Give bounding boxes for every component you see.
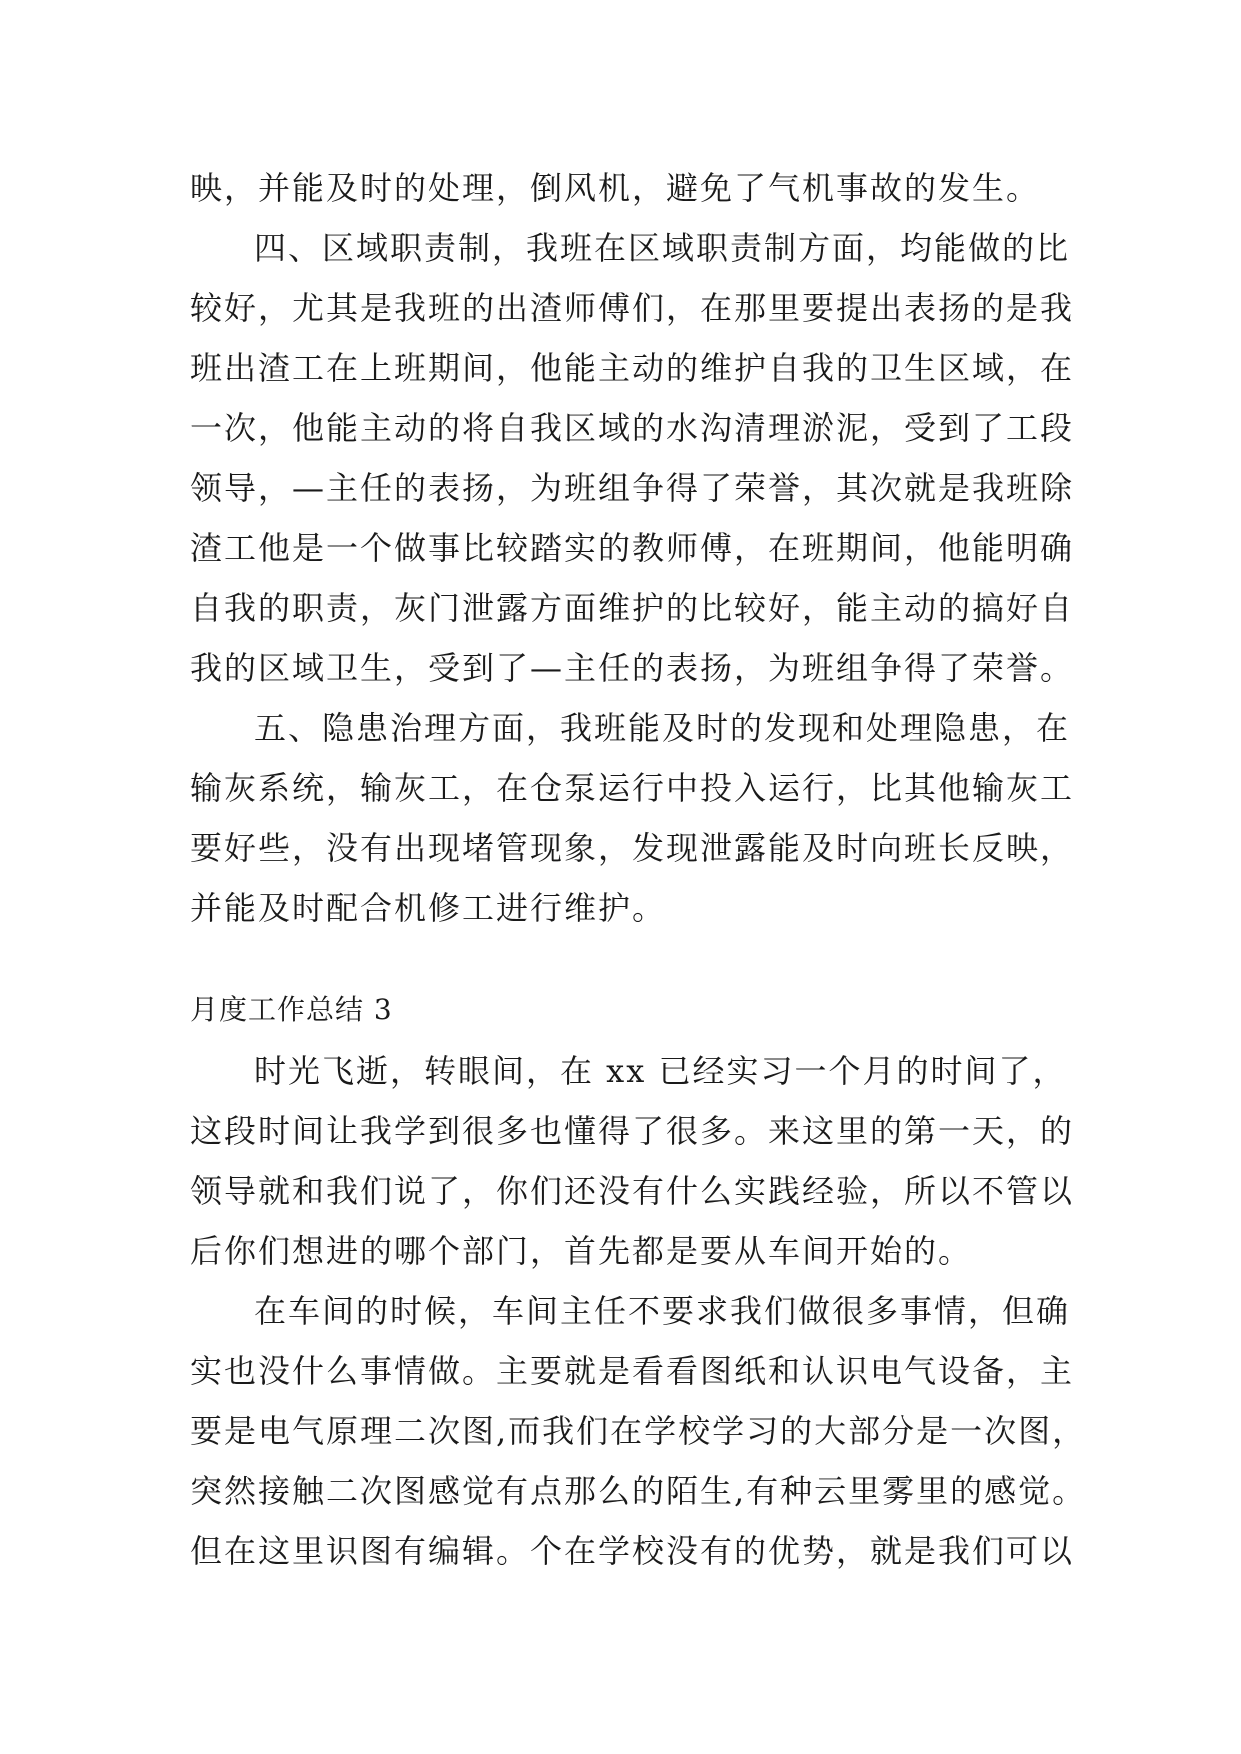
paragraph-line: 五、隐患治理方面，我班能及时的发现和处理隐患，在: [254, 709, 1071, 747]
paragraph-line: 渣工他是一个做事比较踏实的教师傅，在班期间，他能明确: [190, 529, 1075, 567]
paragraph-line: 在车间的时候，车间主任不要求我们做很多事情，但确: [254, 1292, 1071, 1330]
paragraph-line: 要好些，没有出现堵管现象，发现泄露能及时向班长反映，: [190, 829, 1075, 867]
paragraph-line: 领导，—主任的表扬，为班组争得了荣誉，其次就是我班除: [190, 469, 1075, 507]
paragraph-line: 我的区域卫生，受到了—主任的表扬，为班组争得了荣誉。: [190, 649, 1075, 687]
paragraph-line: 较好，尤其是我班的出渣师傅们，在那里要提出表扬的是我: [190, 289, 1075, 327]
paragraph-line: 这段时间让我学到很多也懂得了很多。来这里的第一天，的: [190, 1112, 1075, 1150]
paragraph-line: 领导就和我们说了，你们还没有什么实践经验，所以不管以: [190, 1172, 1075, 1210]
paragraph-line: 并能及时配合机修工进行维护。: [190, 889, 667, 927]
paragraph-line: 一次，他能主动的将自我区域的水沟清理淤泥，受到了工段: [190, 409, 1075, 447]
paragraph-line: 自我的职责，灰门泄露方面维护的比较好，能主动的搞好自: [190, 589, 1075, 627]
paragraph-line: 映，并能及时的处理，倒风机，避免了气机事故的发生。: [190, 169, 1041, 207]
paragraph-line: 要是电气原理二次图,而我们在学校学习的大部分是一次图，: [190, 1412, 1087, 1450]
paragraph-line: 突然接触二次图感觉有点那么的陌生,有种云里雾里的感觉。: [190, 1472, 1087, 1510]
paragraph-line: 后你们想进的哪个部门，首先都是要从车间开始的。: [190, 1232, 973, 1270]
paragraph-line: 时光飞逝，转眼间，在 xx 已经实习一个月的时间了，: [254, 1052, 1067, 1090]
paragraph-line: 输灰系统，输灰工，在仓泵运行中投入运行，比其他输灰工: [190, 769, 1075, 807]
paragraph-line: 但在这里识图有编辑。个在学校没有的优势，就是我们可以: [190, 1532, 1075, 1570]
paragraph-line: 实也没什么事情做。主要就是看看图纸和认识电气设备，主: [190, 1352, 1075, 1390]
section-heading: 月度工作总结 3: [190, 993, 393, 1026]
paragraph-line: 班出渣工在上班期间，他能主动的维护自我的卫生区域，在: [190, 349, 1075, 387]
paragraph-line: 四、区域职责制，我班在区域职责制方面，均能做的比: [254, 229, 1071, 267]
